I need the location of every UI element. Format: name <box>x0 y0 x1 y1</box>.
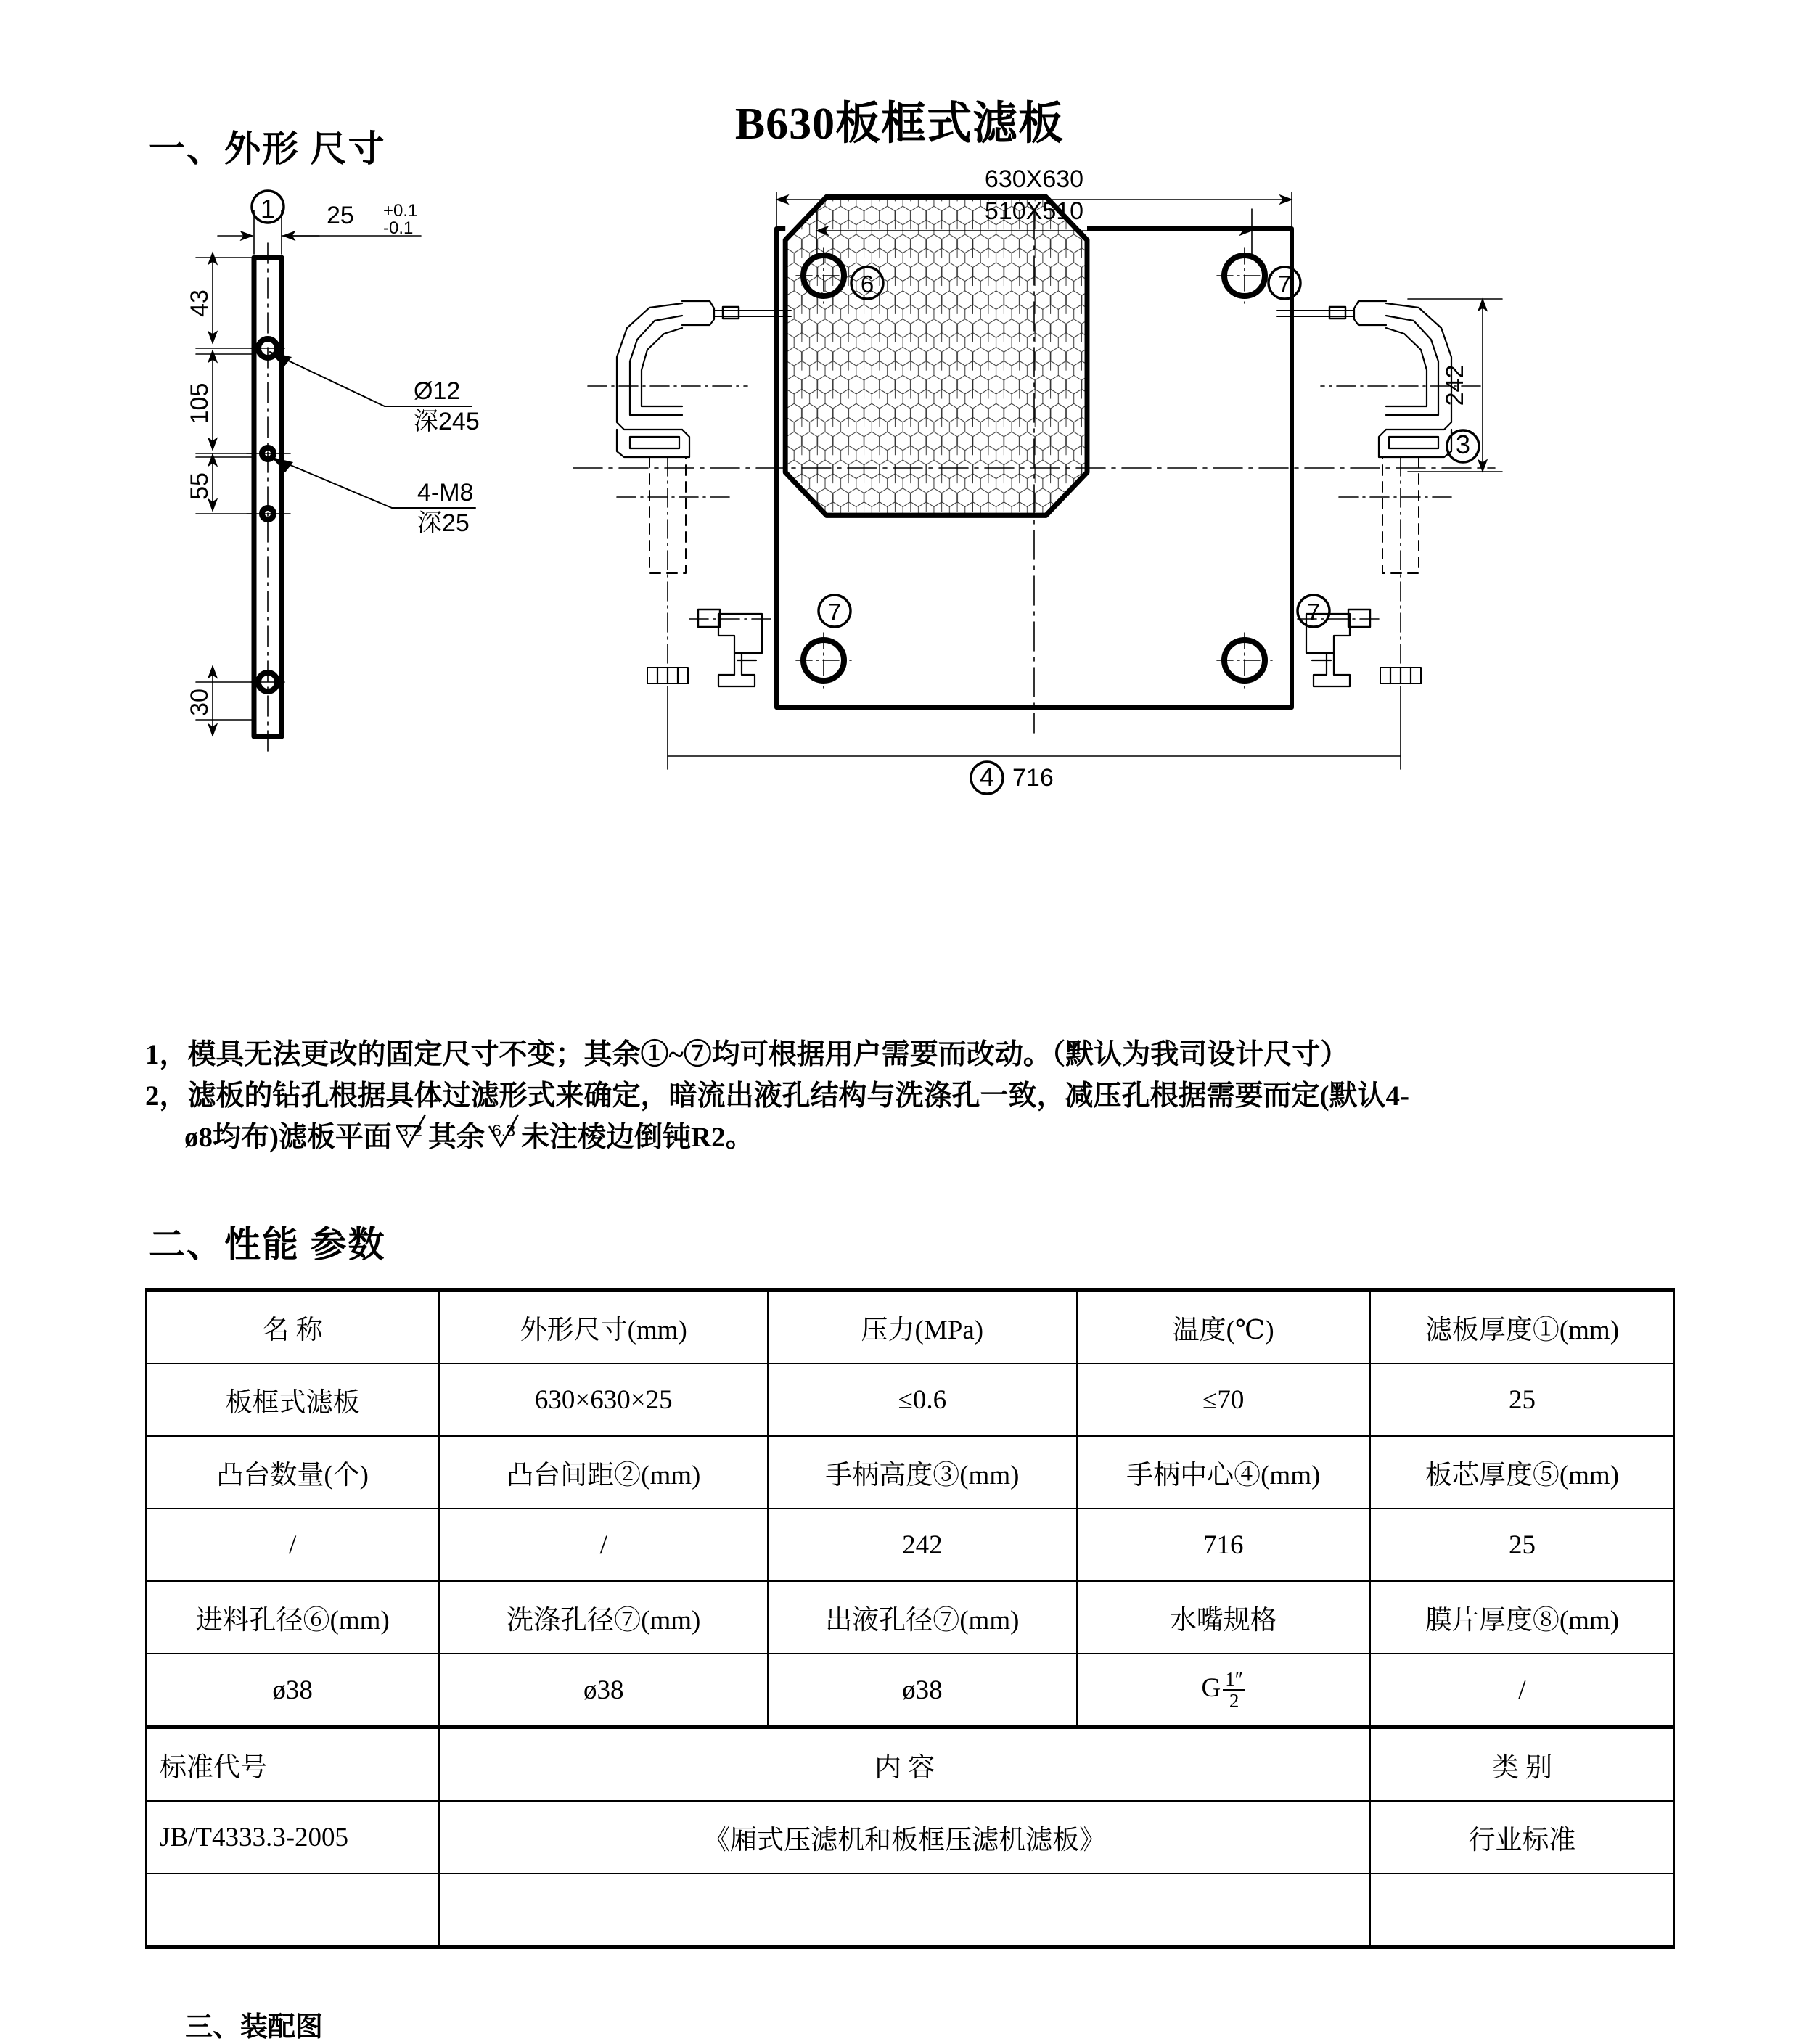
note-line-1: 1，模具无法更改的固定尺寸不变；其余①~⑦均可根据用户需要而改动。（默认为我司设计尺寸） <box>145 1039 1349 1070</box>
table-row-values-2 <box>146 1509 1674 1581</box>
cell-r5c2: 洗涤孔径⑦(mm) <box>439 1581 768 1654</box>
cell-r2c5: 25 <box>1370 1363 1674 1436</box>
table-row-empty <box>146 1873 1674 1947</box>
cell-r5c1: 进料孔径⑥(mm) <box>146 1581 439 1654</box>
cell-r6c4-nozzle-spec <box>1077 1654 1370 1728</box>
cell-r1c4: 温度(℃) <box>1077 1290 1370 1364</box>
svg-text:716: 716 <box>1012 764 1054 792</box>
table-row-standard-values <box>146 1801 1674 1873</box>
svg-text:Ø12: Ø12 <box>414 377 461 405</box>
cell-r5c5: 膜片厚度⑧(mm) <box>1370 1581 1674 1654</box>
svg-text:25: 25 <box>327 202 354 229</box>
note-line-3 <box>145 1117 1684 1158</box>
svg-text:55: 55 <box>186 472 213 500</box>
cell-standard-content: 《厢式压滤机和板框压滤机滤板》 <box>439 1801 1370 1873</box>
svg-text:3: 3 <box>1455 430 1471 459</box>
svg-text:深245: 深245 <box>414 408 480 435</box>
svg-text:+0.1: +0.1 <box>383 201 418 221</box>
cell-standard-code-label: 标准代号 <box>146 1728 439 1802</box>
svg-text:4-M8: 4-M8 <box>417 479 474 506</box>
table-row-header-2 <box>146 1436 1674 1509</box>
cell-r5c3: 出液孔径⑦(mm) <box>768 1581 1076 1654</box>
table-row-header-3 <box>146 1581 1674 1654</box>
table-row-standard-header <box>146 1728 1674 1802</box>
nozzle-prefix: G <box>1201 1672 1221 1703</box>
nozzle-right <box>1292 609 1379 686</box>
svg-text:4: 4 <box>979 762 995 792</box>
notes-block <box>145 1034 1684 1158</box>
nozzle-denominator: 2 <box>1229 1690 1239 1712</box>
cell-standard-code: JB/T4333.3-2005 <box>146 1801 439 1873</box>
section-heading-dimensions: 一、外形 尺寸 <box>149 128 386 169</box>
nozzle-numerator: 1″ <box>1223 1669 1245 1691</box>
cell-r6c2: ø38 <box>439 1654 768 1728</box>
cell-r2c2: 630×630×25 <box>439 1363 768 1436</box>
roughness-value-1: 3.2 <box>399 1121 422 1140</box>
note-line-3-part-b: 其余 <box>428 1122 485 1153</box>
svg-text:深25: 深25 <box>417 509 470 537</box>
cell-r9c3 <box>1370 1873 1674 1947</box>
cell-r4c1: / <box>146 1509 439 1581</box>
svg-text:30: 30 <box>186 689 213 716</box>
cell-category-label: 类 别 <box>1370 1728 1674 1802</box>
svg-text:1: 1 <box>260 194 276 223</box>
table-row-values-3 <box>146 1654 1674 1728</box>
page-title: B630板框式滤板 <box>734 99 1065 149</box>
handle-left <box>588 301 791 684</box>
table-row-header-1 <box>146 1290 1674 1364</box>
note-line-3-part-a: ø8均布)滤板平面 <box>184 1122 392 1153</box>
roughness-symbol-6-3 <box>486 1120 520 1151</box>
svg-text:-0.1: -0.1 <box>383 218 414 238</box>
section-heading-parameters: 二、性能 参数 <box>149 1224 386 1265</box>
roughness-value-2: 6.3 <box>492 1121 515 1140</box>
cell-content-label: 内 容 <box>439 1728 1370 1802</box>
technical-drawing <box>109 167 1705 1038</box>
svg-text:510X510: 510X510 <box>984 197 1084 225</box>
cell-r3c1: 凸台数量(个) <box>146 1436 439 1509</box>
cell-r1c5: 滤板厚度①(mm) <box>1370 1290 1674 1364</box>
next-section-heading-partial: 三、装配图 <box>185 2012 324 2043</box>
cell-r6c1: ø38 <box>146 1654 439 1728</box>
note-line-2-part1: 2，滤板的钻孔根据具体过滤形式来确定，暗流出液孔结构与洗涤孔一致，减压孔根据需要而定(默认4- <box>145 1080 1409 1112</box>
cell-r1c2: 外形尺寸(mm) <box>439 1290 768 1364</box>
cell-r3c3: 手柄高度③(mm) <box>768 1436 1076 1509</box>
cell-r2c4: ≤70 <box>1077 1363 1370 1436</box>
table-row-values-1 <box>146 1363 1674 1436</box>
svg-text:242: 242 <box>1441 364 1469 406</box>
cell-r4c4: 716 <box>1077 1509 1370 1581</box>
performance-parameter-table <box>145 1288 1675 1949</box>
svg-text:7: 7 <box>1306 599 1321 625</box>
note-line-3-part-c: 未注棱边倒钝R2。 <box>521 1122 754 1153</box>
cell-r4c5: 25 <box>1370 1509 1674 1581</box>
cell-r9c1 <box>146 1873 439 1947</box>
cell-r2c3: ≤0.6 <box>768 1363 1076 1436</box>
cell-r5c4: 水嘴规格 <box>1077 1581 1370 1654</box>
svg-text:105: 105 <box>186 382 213 424</box>
cell-r6c3: ø38 <box>768 1654 1076 1728</box>
cell-r3c2: 凸台间距②(mm) <box>439 1436 768 1509</box>
note-line-2 <box>145 1075 1684 1117</box>
cell-r3c5: 板芯厚度⑤(mm) <box>1370 1436 1674 1509</box>
cell-r4c2: / <box>439 1509 768 1581</box>
svg-text:7: 7 <box>827 599 842 625</box>
cell-r3c4: 手柄中心④(mm) <box>1077 1436 1370 1509</box>
cell-r2c1: 板框式滤板 <box>146 1363 439 1436</box>
cell-standard-category: 行业标准 <box>1370 1801 1674 1873</box>
cell-r6c5: / <box>1370 1654 1674 1728</box>
cell-r1c3: 压力(MPa) <box>768 1290 1076 1364</box>
svg-text:43: 43 <box>186 290 213 317</box>
svg-text:6: 6 <box>860 271 874 297</box>
cell-r4c3: 242 <box>768 1509 1076 1581</box>
svg-text:630X630: 630X630 <box>984 165 1084 193</box>
nozzle-fraction <box>1223 1669 1245 1712</box>
cell-r1c1: 名 称 <box>146 1290 439 1364</box>
filter-area <box>781 192 1097 522</box>
nozzle-left <box>689 609 776 686</box>
cell-r9c2 <box>439 1873 1370 1947</box>
svg-text:7: 7 <box>1277 271 1292 297</box>
roughness-symbol-3-2 <box>393 1120 427 1151</box>
